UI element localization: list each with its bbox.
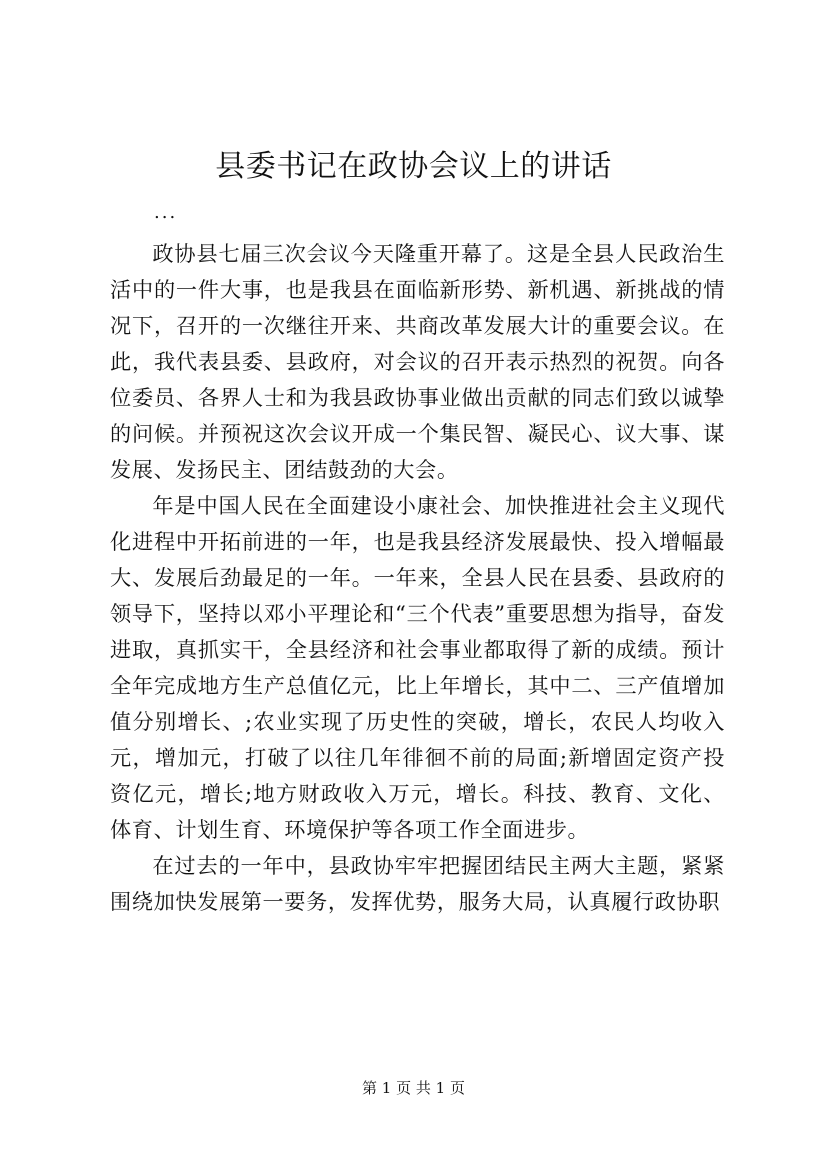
paragraph: 年是中国人民在全面建设小康社会、加快推进社会主义现代化进程中开拓前进的一年，也是我县经济发展最快、投入增幅最大、发展后劲最足的一年。一年来，全县人民在县委、县政府的领导下，坚持以邓小平理论和“三个代表”重要思想为指导，奋发进取，真抓实干，全县经济和社会事业都取得了新的成绩。预计全年完成地方生产总值亿元，比上年增长，其中二、三产值增加值分别增长、;农业实现了历史性的突破，增长，农民人均收入元，增加元，打破了以往几年徘徊不前的局面;新增固定资产投资亿元，增长;地方财政收入万元，增长。科技、教育、文化、体育、计划生育、环境保护等各项工作全面进步。 xyxy=(110,493,725,842)
paragraph: 在过去的一年中，县政协牢牢把握团结民主两大主题，紧紧围绕加快发展第一要务，发挥优势，服务大局，认真履行政协职 xyxy=(110,853,725,914)
page-footer: 第 1 页 共 1 页 xyxy=(362,1079,465,1097)
paragraph: 政协县七届三次会议今天隆重开幕了。这是全县人民政治生活中的一件大事，也是我县在面临新形势、新机遇、新挑战的情况下，召开的一次继往开来、共商改革发展大计的重要会议。在此，我代表县委、县政府，对会议的召开表示热烈的祝贺。向各位委员、各界人士和为我县政协事业做出贡献的同志们致以诚挚的问候。并预祝这次会议开成一个集民智、凝民心、议大事、谋发展、发扬民主、团结鼓劲的大会。 xyxy=(110,241,725,482)
page-title: 县委书记在政协会议上的讲话 xyxy=(215,149,612,184)
document-body xyxy=(110,236,725,920)
subtitle-marker: ... xyxy=(154,202,178,223)
